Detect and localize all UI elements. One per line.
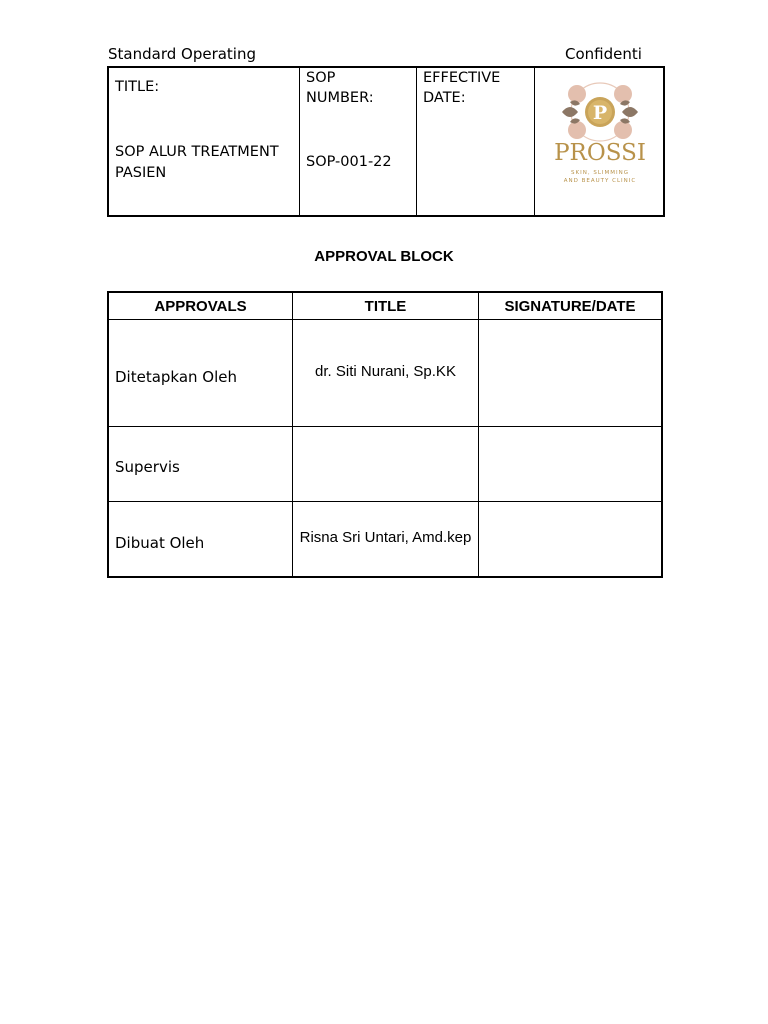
title-label: TITLE: — [115, 79, 160, 95]
sop-number-label-line2: NUMBER: — [306, 90, 374, 106]
person-title: dr. Siti Nurani, Sp.KK — [315, 363, 456, 380]
effective-date-label-line1: EFFECTIVE — [423, 70, 501, 86]
approval-block-heading: APPROVAL BLOCK — [314, 248, 454, 265]
person-title-cell — [293, 427, 479, 502]
approval-label: Dibuat Oleh — [115, 534, 205, 552]
signature-cell — [479, 320, 663, 427]
approval-cell — [108, 427, 293, 502]
table-row — [108, 320, 662, 427]
approval-label: Ditetapkan Oleh — [115, 368, 238, 386]
table-row — [108, 502, 662, 577]
logo-brand: PROSSI — [554, 140, 646, 166]
logo-tagline-line1: SKIN, SLIMMING — [571, 170, 629, 176]
signature-cell — [479, 502, 663, 577]
person-title-cell — [293, 502, 479, 577]
header-left-text: Standard Operating — [108, 45, 257, 63]
column-header-approvals: APPROVALS — [108, 292, 293, 320]
column-header-signature-date: SIGNATURE/DATE — [479, 292, 663, 320]
table-row — [108, 427, 662, 502]
title-value-line1: SOP ALUR TREATMENT — [115, 144, 279, 160]
signature-cell — [479, 427, 663, 502]
approval-cell — [108, 502, 293, 577]
title-cell — [108, 67, 300, 216]
header-right-text: Confidenti — [565, 45, 642, 63]
sop-number-label-line1: SOP — [306, 70, 336, 86]
effective-date-label-line2: DATE: — [423, 90, 466, 106]
person-title: Risna Sri Untari, Amd.kep — [299, 529, 472, 546]
title-value-line2: PASIEN — [115, 165, 167, 181]
sop-number-cell — [300, 67, 417, 216]
person-title-cell — [293, 320, 479, 427]
approval-label: Supervis — [115, 458, 180, 476]
approval-table-header — [108, 292, 662, 320]
prossi-logo — [540, 78, 660, 188]
approval-cell — [108, 320, 293, 427]
approval-table — [107, 291, 663, 578]
column-header-title: TITLE — [293, 292, 479, 320]
sop-number-value: SOP-001-22 — [306, 154, 392, 170]
effective-date-cell — [417, 67, 535, 216]
logo-tagline-line2: AND BEAUTY CLINIC — [563, 178, 637, 184]
logo-letter: P — [592, 102, 608, 124]
